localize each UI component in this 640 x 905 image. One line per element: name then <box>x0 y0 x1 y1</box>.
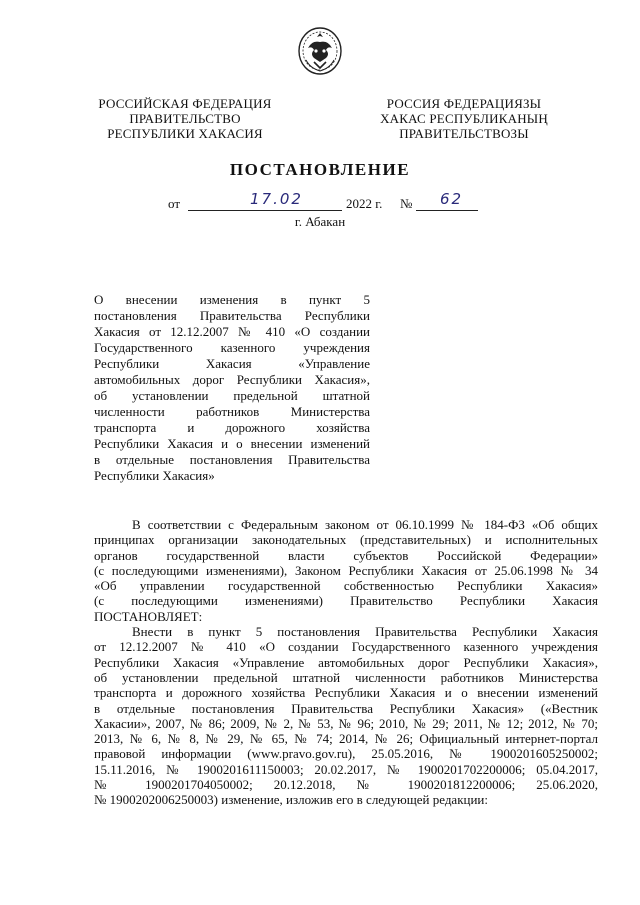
body-line: № 1900202006250003) изменение, изложив его в следующей редакции: <box>94 792 488 808</box>
date-prefix: от <box>168 196 181 211</box>
header-right-line: ХАКАС РЕСПУБЛИКАНЫҢ <box>380 111 548 126</box>
document-title: ПОСТАНОВЛЕНИЕ <box>229 160 411 179</box>
header-right-block <box>364 96 564 141</box>
subject-line: Республики Хакасия и о внесении изменений <box>94 436 370 451</box>
subject-line: Республики Хакасия» <box>94 468 215 483</box>
subject-line: постановления Правительства Республики <box>94 308 370 323</box>
subject-line: об установлении предельной штатной <box>94 388 370 403</box>
body-line: принципах организации законодательных (представительных) и исполнительных <box>94 532 598 548</box>
body-line: в отдельные постановления Правительства Республики Хакасия» («Вестник <box>94 700 598 716</box>
body-line: транспорта и дорожного хозяйства Республики Хакасия и о внесении изменений <box>94 685 598 701</box>
subject-line: численности работников Министерства <box>94 404 370 419</box>
year-label: 2022 г. <box>346 196 383 211</box>
subject-line: Хакасия от 12.12.2007 № 410 «О создании <box>94 324 370 339</box>
subject-line: транспорта и дорожного хозяйства <box>94 420 370 435</box>
body-line: «Об управлении государственной собственностью Республики Хакасия» <box>94 578 598 594</box>
body-line: (с последующими изменениями), Законом Республики Хакасия от 25.06.1998 № 34 <box>94 562 598 578</box>
body-line: правовой информации (www.pravo.gov.ru), 25.05.2016, № 1900201605250002; <box>94 746 598 762</box>
body-line: Внести в пункт 5 постановления Правительства Республики Хакасия <box>132 624 598 640</box>
body-line: 2013, № 6, № 8, № 29, № 65, № 74; 2014, № 26; Официальный интернет-портал <box>94 731 598 747</box>
header-right-line: ПРАВИТЕЛЬСТВОЗЫ <box>399 126 529 141</box>
subject-line: в отдельные постановления Правительства <box>94 452 370 467</box>
handwritten-date: 17.02 <box>250 190 303 208</box>
document-subject <box>94 292 370 484</box>
coat-of-arms-emblem-icon <box>296 24 344 76</box>
header-left-line: РЕСПУБЛИКИ ХАКАСИЯ <box>107 126 263 141</box>
body-line: органов государственной власти субъектов Российской Федерации» <box>94 547 598 563</box>
subject-line: О внесении изменения в пункт 5 <box>94 292 370 307</box>
handwritten-number: 62 <box>440 190 464 208</box>
document-body <box>94 517 598 808</box>
subject-line: Государственного казенного учреждения <box>94 340 370 355</box>
header-left-line: РОССИЙСКАЯ ФЕДЕРАЦИЯ <box>98 96 272 111</box>
body-line: Хакасии», 2007, № 86; 2009, № 2, № 53, № 96; 2010, № 29; 2011, № 12; 2012, № 70; <box>94 715 598 731</box>
number-sign: № <box>400 196 413 211</box>
header-right-line: РОССИЯ ФЕДЕРАЦИЯЗЫ <box>386 96 542 111</box>
body-line: № 1900201704050002; 20.12.2018, № 1900201812200006; 25.06.2020, <box>94 777 598 793</box>
subject-line: автомобильных дорог Республики Хакасия», <box>94 372 370 387</box>
subject-line: Республики Хакасия «Управление <box>94 356 370 371</box>
header-left-block <box>90 96 280 141</box>
body-line: В соответствии с Федеральным законом от 06.10.1999 № 184-ФЗ «Об общих <box>132 517 598 532</box>
body-line: об установлении предельной штатной численности работников Министерства <box>94 669 598 685</box>
body-line: Республики Хакасия «Управление автомобильных дорог Республики Хакасия», <box>94 654 598 670</box>
body-line: (с последующими изменениями) Правительство Республики Хакасия <box>94 593 598 609</box>
header-left-line: ПРАВИТЕЛЬСТВО <box>129 111 241 126</box>
body-line: от 12.12.2007 № 410 «О создании Государственного казенного учреждения <box>94 639 598 655</box>
city-line: г. Абакан <box>294 214 346 229</box>
body-line: 15.11.2016, № 1900201611150003; 20.02.2017, № 1900201702200006; 05.04.2017, <box>94 761 598 777</box>
body-line-resolves: ПОСТАНОВЛЯЕТ: <box>94 608 203 624</box>
